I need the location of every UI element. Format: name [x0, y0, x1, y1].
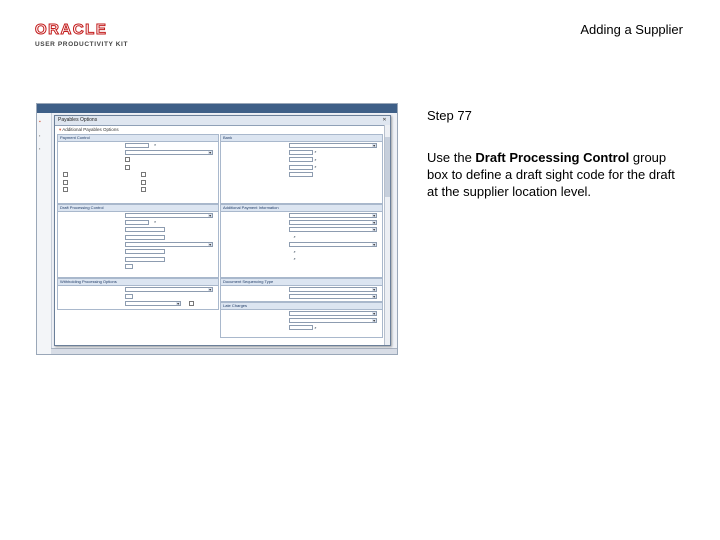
- form-row: [58, 142, 218, 149]
- form-row: [58, 179, 218, 186]
- app-top-navigation: [37, 104, 397, 113]
- step-number: Step 77: [427, 108, 472, 123]
- form-row: [58, 172, 218, 179]
- form-row: [58, 264, 218, 271]
- form-row: [221, 293, 382, 300]
- dropdown-field[interactable]: [289, 318, 378, 323]
- app-horizontal-scrollbar[interactable]: [51, 348, 397, 354]
- draft-processing-control-group: [57, 204, 219, 278]
- dropdown-field[interactable]: [125, 301, 181, 306]
- dropdown-field[interactable]: [289, 311, 378, 316]
- instruction-highlight: Draft Processing Control: [475, 150, 630, 165]
- logo-subtitle: USER PRODUCTIVITY KIT: [35, 41, 129, 48]
- form-field[interactable]: [125, 143, 149, 148]
- dropdown-field[interactable]: [289, 287, 378, 292]
- form-field[interactable]: [289, 157, 313, 162]
- form-row: [58, 249, 218, 256]
- checkbox[interactable]: [141, 172, 148, 178]
- group-header: Additional Payment Information: [221, 205, 382, 212]
- checkbox[interactable]: [125, 164, 132, 170]
- lookup-icon[interactable]: ⌕: [314, 324, 317, 330]
- form-field[interactable]: [125, 227, 165, 232]
- form-row: [221, 227, 382, 234]
- checkbox[interactable]: [63, 186, 70, 192]
- draft-sight-code-row: [58, 219, 218, 226]
- form-row: [58, 164, 218, 171]
- payables-options-dialog: [54, 115, 391, 346]
- form-row: [58, 157, 218, 164]
- collapse-triangle-icon[interactable]: ▾: [59, 127, 62, 132]
- form-field[interactable]: [289, 165, 313, 170]
- draft-sight-code-field[interactable]: [125, 220, 149, 225]
- form-field[interactable]: [125, 264, 133, 269]
- dropdown-field[interactable]: [125, 242, 213, 247]
- dialog-subtitle: Additional Payables Options: [62, 127, 119, 132]
- instruction-text-start: Use the: [427, 150, 476, 165]
- document-sequencing-type-group: [220, 278, 383, 302]
- dropdown-field[interactable]: [289, 294, 378, 299]
- checkbox[interactable]: [141, 179, 148, 185]
- form-row: [221, 249, 382, 256]
- dialog-title-bar: [55, 116, 390, 126]
- payment-control-group: [57, 134, 219, 204]
- oracle-logo: [35, 22, 155, 48]
- dropdown-field[interactable]: [125, 150, 213, 155]
- instruction-text-end: group box to define a draft sight code for the draft at the supplier location level.: [427, 150, 675, 199]
- form-row: [58, 293, 218, 300]
- form-row: [58, 256, 218, 263]
- form-row: [221, 212, 382, 219]
- sidebar-marker: ▪: [39, 119, 41, 125]
- dialog-close-icon[interactable]: ✕: [382, 117, 387, 123]
- sidebar-line: ▪: [39, 146, 41, 151]
- group-header: Bank: [221, 135, 382, 142]
- dropdown-field[interactable]: [289, 220, 378, 225]
- form-field[interactable]: [289, 150, 313, 155]
- dropdown-field[interactable]: [125, 287, 213, 292]
- late-charges-group: [220, 302, 383, 338]
- application-screenshot: [36, 103, 398, 355]
- form-row: [221, 164, 382, 171]
- checkbox[interactable]: [189, 301, 196, 307]
- dropdown-field[interactable]: [289, 242, 378, 247]
- page-title: Adding a Supplier: [580, 22, 683, 37]
- lookup-icon[interactable]: ⌕: [314, 164, 317, 170]
- dialog-subtitle-row: [55, 126, 390, 133]
- group-header: Payment Control: [58, 135, 218, 142]
- form-row: [221, 242, 382, 249]
- dropdown-field[interactable]: [289, 143, 378, 148]
- dropdown-field[interactable]: [289, 213, 378, 218]
- app-left-sidebar: [37, 113, 52, 354]
- lookup-icon[interactable]: ⌕: [314, 149, 317, 155]
- form-row: [221, 310, 382, 317]
- form-field[interactable]: [125, 235, 165, 240]
- dialog-title: Payables Options: [58, 117, 98, 123]
- form-row: [221, 219, 382, 226]
- checkbox[interactable]: [141, 186, 148, 192]
- lookup-icon[interactable]: ⌕: [154, 219, 157, 225]
- dropdown-field[interactable]: [125, 213, 213, 218]
- form-row: [58, 301, 218, 308]
- form-field[interactable]: [289, 325, 313, 330]
- form-row: [221, 286, 382, 293]
- form-field[interactable]: [125, 294, 133, 299]
- group-header: Withholding Processing Options: [58, 279, 218, 286]
- lookup-icon[interactable]: ⌕: [293, 256, 296, 262]
- lookup-icon[interactable]: ⌕: [293, 234, 296, 240]
- dropdown-field[interactable]: [289, 227, 378, 232]
- lookup-icon[interactable]: ⌕: [314, 156, 317, 162]
- group-header: Document Sequencing Type: [221, 279, 382, 286]
- sidebar-line: ▪: [39, 133, 41, 138]
- checkbox[interactable]: [63, 179, 70, 185]
- form-row: [221, 157, 382, 164]
- form-row: [58, 242, 218, 249]
- scrollbar-thumb[interactable]: [385, 137, 390, 197]
- form-row: [221, 172, 382, 179]
- form-row: [221, 317, 382, 324]
- checkbox[interactable]: [125, 157, 132, 163]
- form-field[interactable]: [289, 172, 313, 177]
- additional-payment-information-group: [220, 204, 383, 278]
- form-row: [221, 256, 382, 263]
- form-field[interactable]: [125, 249, 165, 254]
- form-row: [58, 234, 218, 241]
- logo-wordmark: ORACLE: [35, 21, 108, 38]
- lookup-icon[interactable]: ⌕: [154, 142, 157, 147]
- form-row: [58, 149, 218, 156]
- group-header: Draft Processing Control: [58, 205, 218, 212]
- checkbox[interactable]: [63, 172, 70, 178]
- form-row: [221, 234, 382, 241]
- form-field[interactable]: [125, 257, 165, 262]
- form-row: [58, 227, 218, 234]
- form-row: [221, 325, 382, 332]
- dialog-vertical-scrollbar[interactable]: [384, 125, 390, 345]
- form-row: [58, 286, 218, 293]
- step-instruction: [427, 149, 689, 200]
- form-row: [221, 149, 382, 156]
- bank-group: [220, 134, 383, 204]
- group-header: Late Charges: [221, 303, 382, 310]
- withholding-processing-options-group: [57, 278, 219, 310]
- lookup-icon[interactable]: ⌕: [293, 248, 296, 254]
- form-row: [58, 212, 218, 219]
- form-row: [58, 186, 218, 193]
- form-row: [221, 142, 382, 149]
